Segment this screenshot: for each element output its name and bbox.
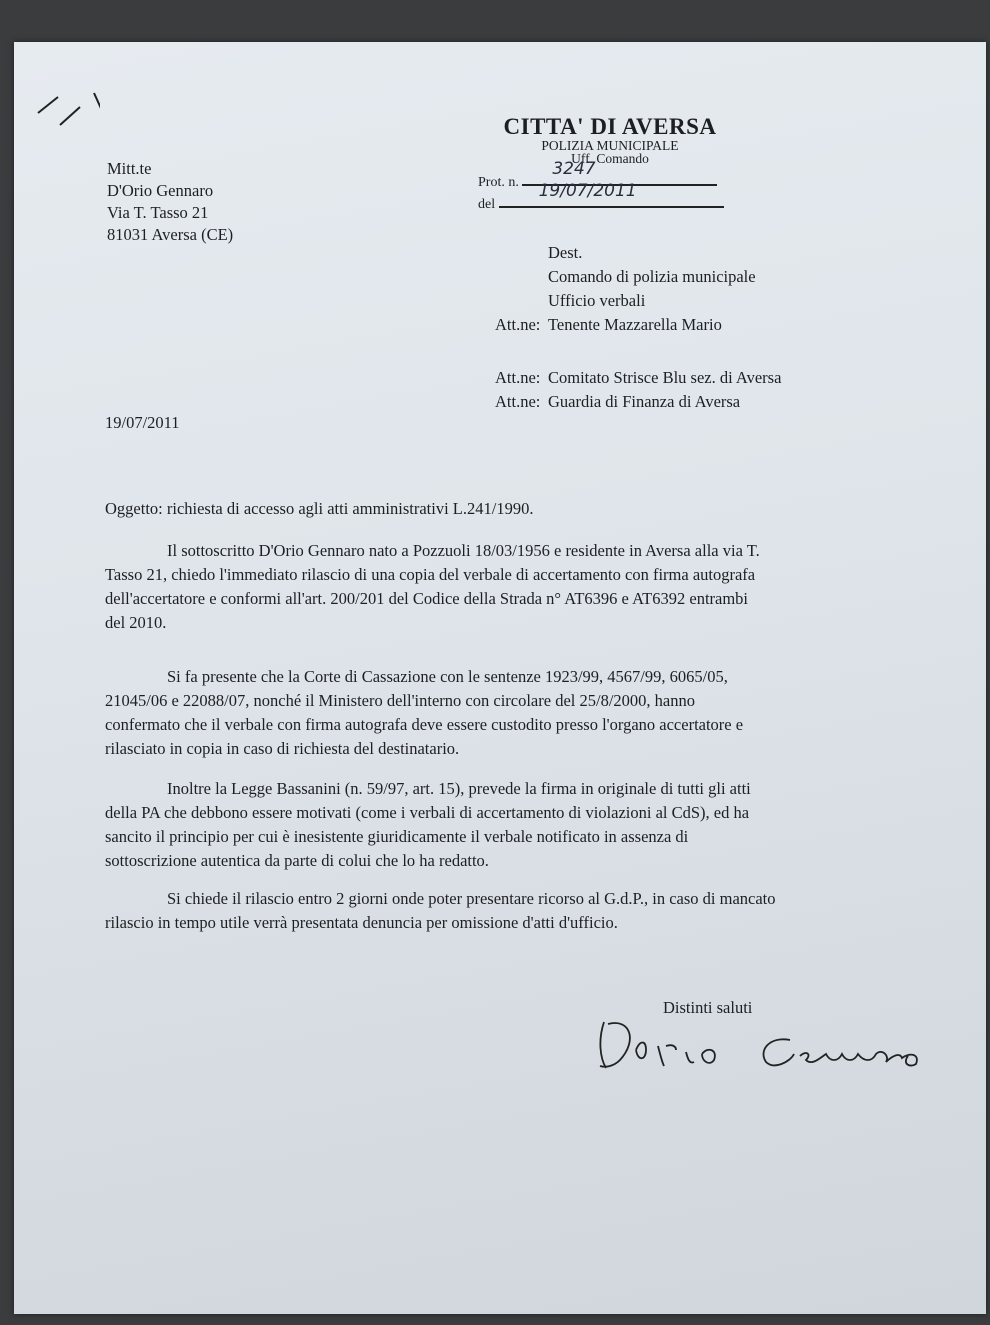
recipient-line: Tenente Mazzarella Mario: [548, 315, 722, 334]
recipient-block-2: [495, 366, 781, 414]
text-line: rilasciato in copia in caso di richiesta del destinatario.: [105, 739, 460, 758]
text-line: 21045/06 e 22088/07, nonché il Ministero dell'interno con circolare del 25/8/2000, hanno: [105, 691, 695, 710]
recipient-line: Guardia di Finanza di Aversa: [548, 392, 741, 411]
letterhead-stamp: [470, 114, 750, 166]
attn-label: Att.ne:: [495, 315, 541, 334]
city-name: CITTA' DI AVERSA: [503, 114, 717, 139]
sender-label: Mitt.te: [107, 159, 152, 178]
recipient-line: Dest.: [548, 243, 583, 262]
prot-date: 19/07/2011: [538, 181, 637, 201]
text-line: Inoltre la Legge Bassanini (n. 59/97, art. 15), prevede la firma in originale di tutti gli atti: [167, 779, 751, 798]
text-line: della PA che debbono essere motivati (come i verbali di accertamento di violazioni al CdS), ed ha: [105, 803, 750, 822]
text-line: del 2010.: [105, 613, 167, 632]
text-line: Si fa presente che la Corte di Cassazione con le sentenze 1923/99, 4567/99, 6065/05,: [167, 667, 728, 686]
closing: Distinti saluti: [663, 998, 753, 1017]
sender-name: D'Orio Gennaro: [107, 181, 214, 200]
paragraph-2: [105, 666, 743, 762]
attn-label: Att.ne:: [495, 392, 541, 411]
sender-street: Via T. Tasso 21: [107, 203, 209, 222]
department: POLIZIA MUNICIPALE: [541, 138, 679, 153]
recipient-line: Comitato Strisce Blu sez. di Aversa: [548, 368, 782, 387]
recipient-line: Comando di polizia municipale: [548, 267, 756, 286]
office: Uff. Comando: [571, 151, 649, 166]
prot-number: 3247: [552, 159, 596, 179]
subject-line: Oggetto: richiesta di accesso agli atti amministrativi L.241/1990.: [105, 499, 534, 518]
text-line: Si chiede il rilascio entro 2 giorni onde poter presentare ricorso al G.d.P., in caso di mancato: [167, 889, 776, 908]
paragraph-3: [105, 778, 751, 874]
paragraph-1: [105, 540, 760, 636]
sender-city: 81031 Aversa (CE): [107, 225, 234, 244]
signature: [590, 1010, 950, 1080]
sender-block: [107, 158, 233, 246]
text-line: rilascio in tempo utile verrà presentata denuncia per omissione d'atti d'ufficio.: [105, 913, 618, 932]
letter-date: 19/07/2011: [105, 413, 180, 432]
handwritten-marks: [30, 85, 100, 145]
text-line: Il sottoscritto D'Orio Gennaro nato a Pozzuoli 18/03/1956 e residente in Aversa alla via T.: [167, 541, 760, 560]
del-label: del: [478, 197, 496, 212]
text-line: sancito il principio per cui è inesistente giuridicamente il verbale notificato in assenza di: [105, 827, 689, 846]
attn-label: Att.ne:: [495, 368, 541, 387]
recipient-block: [495, 241, 756, 337]
text-line: sottoscrizione autentica da parte di colui che lo ha redatto.: [105, 851, 489, 870]
protocol-stamp: [478, 159, 724, 214]
recipient-line: Ufficio verbali: [548, 291, 646, 310]
prot-label: Prot. n.: [478, 175, 519, 190]
text-line: Tasso 21, chiedo l'immediato rilascio di una copia del verbale di accertamento con firma autografa: [105, 565, 756, 584]
text-line: dell'accertatore e conformi all'art. 200/201 del Codice della Strada n° AT6396 e AT6392 entrambi: [105, 589, 749, 608]
text-line: confermato che il verbale con firma autografa deve essere custodito presso l'organo accertatore e: [105, 715, 744, 734]
paragraph-4: [105, 888, 776, 936]
